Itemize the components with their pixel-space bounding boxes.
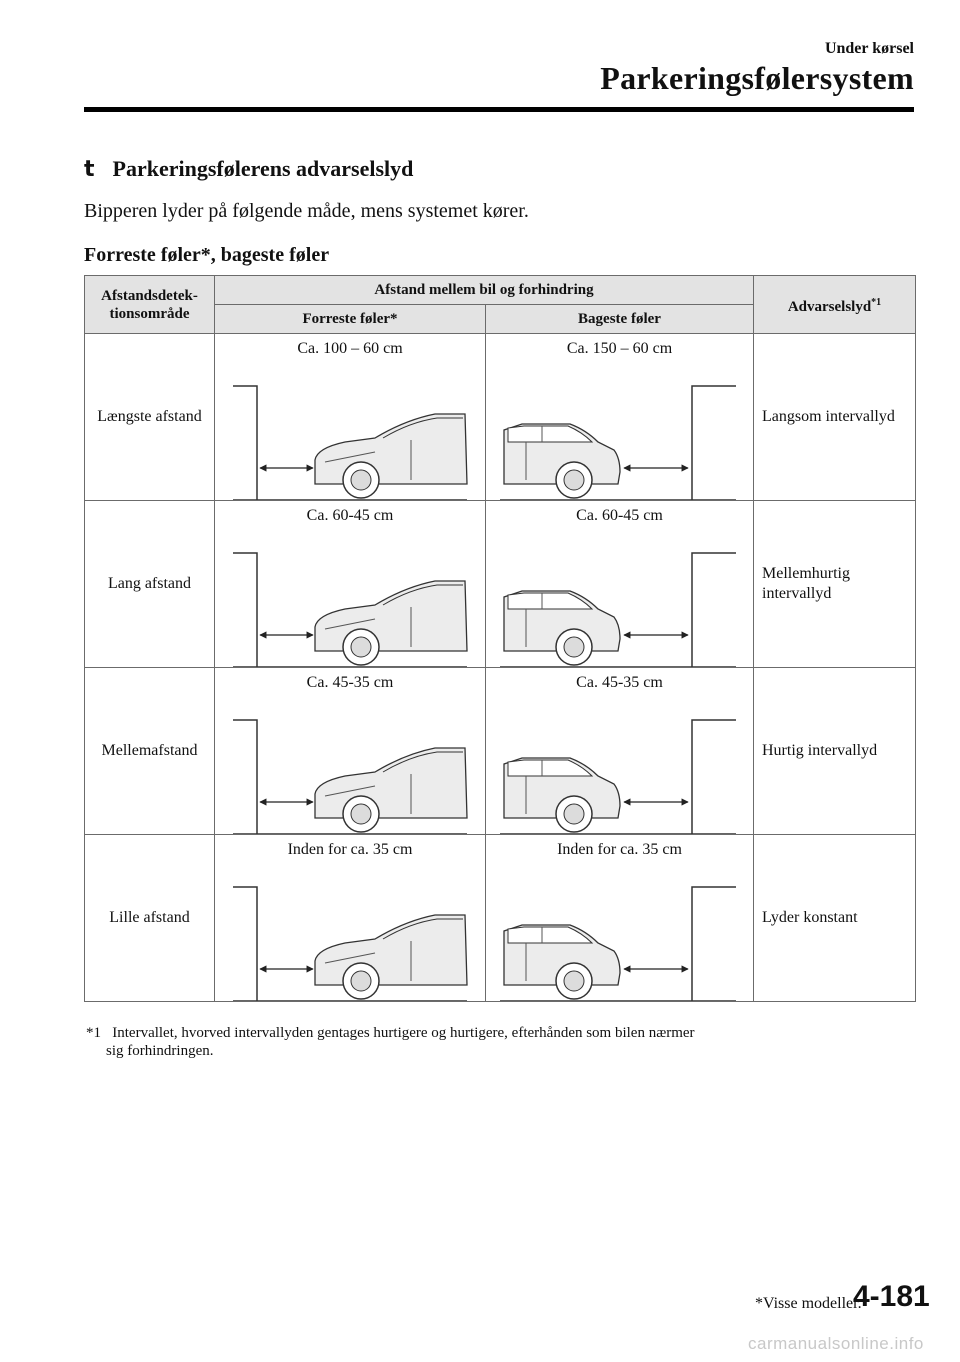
col-header-rear: Bageste føler — [486, 305, 754, 334]
zone-cell: Længste afstand — [85, 334, 215, 501]
table-row — [85, 668, 916, 835]
sound-cell: Mellemhurtig intervallyd — [754, 501, 916, 668]
section-heading — [84, 156, 413, 182]
table-row — [85, 501, 916, 668]
zone-cell: Lang afstand — [85, 501, 215, 668]
front-distance-label: Inden for ca. 35 cm — [287, 841, 413, 858]
sound-cell: Hurtig intervallyd — [754, 668, 916, 835]
front-diagram-cell — [215, 501, 486, 668]
sound-cell: Langsom intervallyd — [754, 334, 916, 501]
col-header-zone-text: Afstandsdetek-tionsområde — [101, 287, 198, 322]
rear-distance-label: Ca. 60-45 cm — [576, 507, 663, 524]
front-diagram-cell — [215, 668, 486, 835]
header-section-label: Under kørsel — [824, 40, 914, 57]
rear-sensor-diagram — [486, 835, 754, 1001]
footnote — [86, 1024, 695, 1060]
rear-diagram-cell — [486, 334, 754, 501]
footnote-line — [86, 1024, 695, 1042]
header-rule — [84, 107, 914, 112]
sound-cell: Lyder konstant — [754, 835, 916, 1002]
zone-cell: Mellemafstand — [85, 668, 215, 835]
rear-distance-label: Ca. 150 – 60 cm — [566, 340, 673, 357]
front-sensor-diagram — [215, 501, 486, 667]
front-distance-label: Ca. 45-35 cm — [306, 674, 394, 691]
intro-text: Bipperen lyder på følgende måde, mens systemet kører. — [84, 200, 529, 222]
footnote-ref: *1 — [871, 296, 882, 308]
rear-diagram-cell — [486, 668, 754, 835]
rear-sensor-diagram — [486, 501, 754, 667]
front-diagram-cell — [215, 334, 486, 501]
front-sensor-diagram — [215, 835, 486, 1001]
rear-sensor-diagram — [486, 334, 754, 500]
zone-cell: Lille afstand — [85, 835, 215, 1002]
footnote-text: Intervallet, hvorved intervallyden gentages hurtigere og hurtigere, efterhånden som bilen nærmer — [112, 1025, 695, 1041]
col-header-zone — [85, 276, 215, 334]
table-row — [85, 334, 916, 501]
table-subtitle: Forreste føler*, bageste føler — [84, 244, 330, 266]
front-distance-label: Ca. 100 – 60 cm — [297, 340, 403, 357]
front-diagram-cell — [215, 835, 486, 1002]
header-title: Parkeringsfølersystem — [600, 60, 914, 96]
footnote-continuation: sig forhindringen. — [106, 1043, 214, 1059]
table-row — [85, 835, 916, 1002]
rear-sensor-diagram — [486, 668, 754, 834]
col-header-sound-text: Advarselslyd — [787, 298, 872, 315]
sensor-table — [84, 275, 916, 1002]
rear-diagram-cell — [486, 835, 754, 1002]
rear-distance-label: Inden for ca. 35 cm — [557, 841, 682, 858]
rear-diagram-cell — [486, 501, 754, 668]
section-bullet-icon: t — [84, 156, 95, 182]
page-number: 4-181 — [853, 1280, 930, 1313]
watermark: carmanualsonline.info — [748, 1334, 924, 1353]
section-heading-text: Parkeringsfølerens advarselslyd — [112, 156, 414, 181]
col-header-front: Forreste føler* — [215, 305, 486, 334]
rear-distance-label: Ca. 45-35 cm — [576, 674, 663, 691]
footnote-marker: *1 — [86, 1025, 101, 1041]
front-sensor-diagram — [215, 334, 486, 500]
col-header-sound — [754, 276, 916, 334]
front-distance-label: Ca. 60-45 cm — [306, 507, 394, 524]
front-sensor-diagram — [215, 668, 486, 834]
footer-note: *Visse modeller. — [755, 1295, 862, 1312]
col-header-distance: Afstand mellem bil og forhindring — [215, 276, 754, 305]
